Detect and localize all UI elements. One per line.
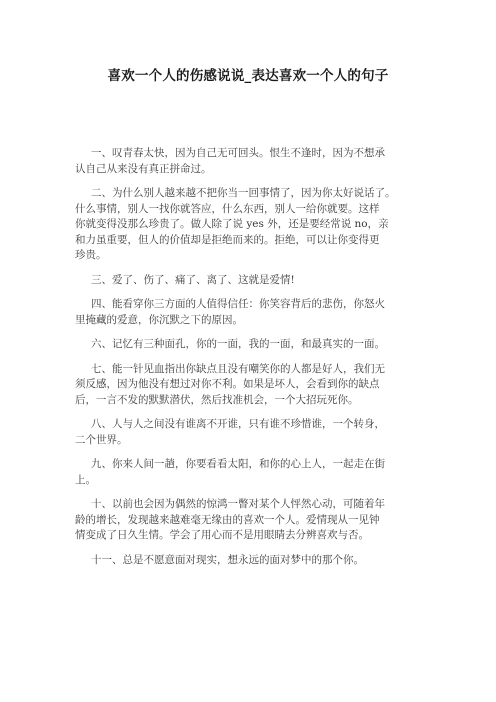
paragraph-line: 上。	[75, 473, 96, 486]
paragraph-line: 须反感，因为他没有想过对你不利。如果是坏人，会看到你的缺点	[75, 378, 380, 390]
paragraph	[75, 186, 427, 264]
paragraph	[75, 273, 427, 289]
paragraph-line: 八、人与人之间没有谁离不开谁，只有谁不珍惜谁，一个转身，	[91, 418, 385, 430]
paragraph-line: 十一、总是不愿意面对现实，想永远的面对梦中的那个你。	[91, 553, 364, 566]
paragraph-line: 里掩藏的爱意，你沉默之下的原因。	[75, 313, 243, 326]
paragraph-line: 二、为什么别人越来越不把你当一回事情了，因为你太好说话了。	[91, 187, 396, 199]
paragraph-line: 后，一言不发的默默潜伏，然后找准机会，一个大招玩死你。	[75, 393, 359, 406]
paragraph-line: 你就变得没那么珍贵了。做人除了说 yes 外，还是要经常说 no，亲	[75, 218, 389, 230]
paragraph	[75, 497, 427, 544]
document-body	[75, 146, 427, 577]
paragraph-line: 三、爱了、伤了、痛了、离了、这就是爱情!	[91, 273, 295, 286]
paragraph-line: 什么事情，别人一找你就答应，什么东西，别人一给你就要。这样	[75, 202, 380, 215]
paragraph-line: 和力虽重要，但人的价值却是拒绝而来的。拒绝，可以让你变得更	[75, 233, 380, 246]
document-title: 喜欢一个人的伤感说说_表达喜欢一个人的句子	[107, 68, 389, 84]
paragraph-line: 六、记忆有三种面孔，你的一面，我的一面，和最真实的一面。	[91, 338, 385, 350]
paragraph-line: 龄的增长，发现越来越难毫无缘由的喜欢一个人。爱情现从一见钟	[75, 513, 380, 526]
paragraph	[75, 297, 427, 328]
paragraph-line: 四、能看穿你三方面的人值得信任：你笑容背后的悲伤，你怒火	[91, 298, 385, 310]
paragraph-line: 七、能一针见血指出你缺点且没有嘲笑你的人都是好人，我们无	[91, 362, 385, 375]
paragraph-line: 情变成了日久生情。学会了用心而不是用眼睛去分辨喜欢与否。	[75, 529, 369, 541]
paragraph-line: 九、你来人间一趟，你要看看太阳，和你的心上人，一起走在街	[91, 458, 385, 470]
paragraph-line: 认自己从来没有真正拼命过。	[75, 162, 212, 175]
paragraph	[75, 457, 427, 488]
paragraph-line: 十、以前也会因为偶然的惊鸿一瞥对某个人怦然心动，可随着年	[91, 498, 385, 510]
paragraph-line: 一、叹青春太快，因为自己无可回头。恨生不逢时，因为不想承	[91, 147, 385, 159]
paragraph	[75, 362, 427, 409]
paragraph	[75, 337, 427, 353]
paragraph-line: 珍贵。	[75, 249, 107, 261]
paragraph-line: 二个世界。	[75, 433, 128, 446]
paragraph	[75, 417, 427, 448]
paragraph	[75, 553, 427, 569]
paragraph	[75, 146, 427, 177]
